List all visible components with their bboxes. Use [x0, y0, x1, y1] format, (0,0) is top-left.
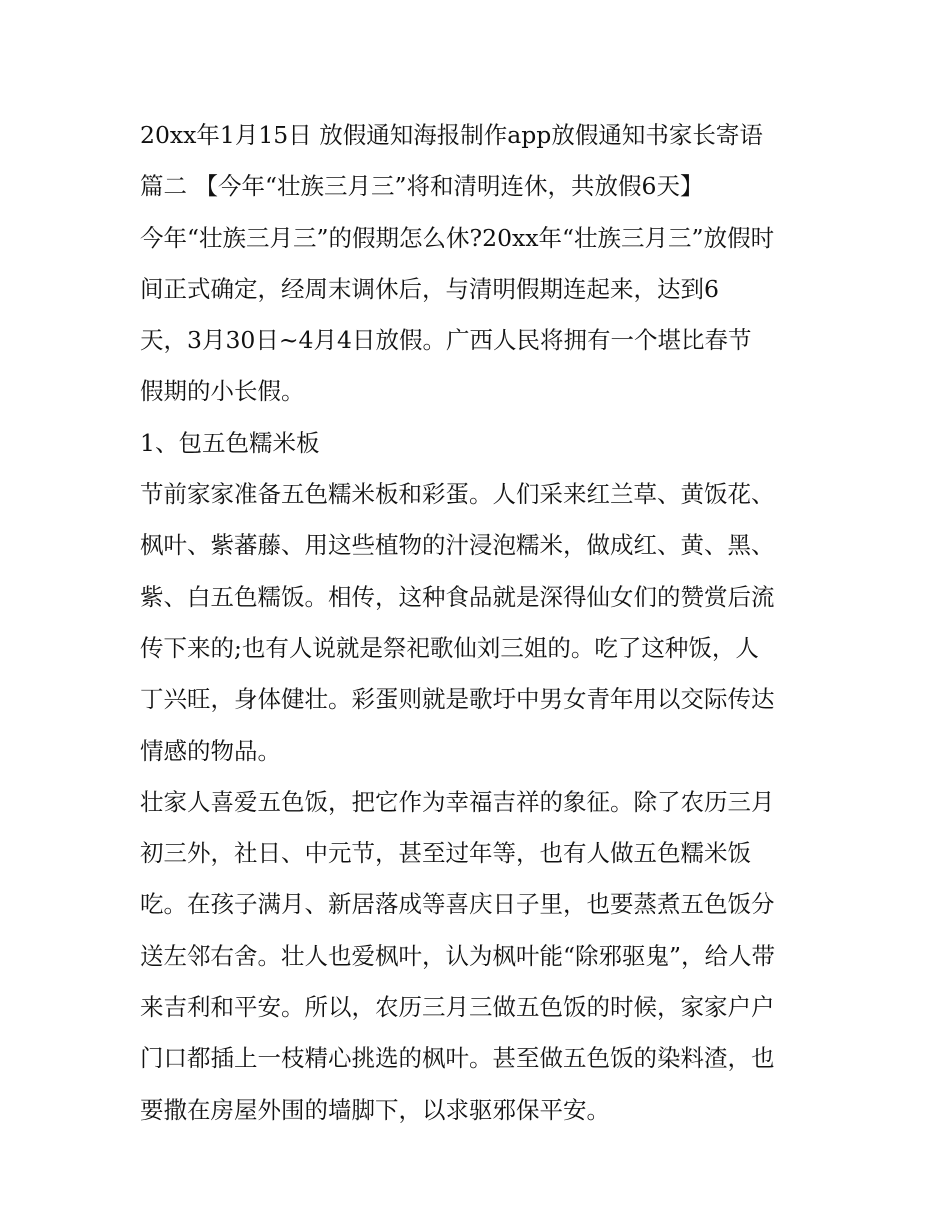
paragraph-line: 来吉利和平安。所以，农历三月三做五色饭的时候，家家户户 [140, 993, 775, 1022]
paragraph-line: 吃。在孩子满月、新居落成等喜庆日子里，也要蒸煮五色饭分 [140, 890, 775, 919]
paragraph-line: 假期的小长假。 [140, 377, 305, 406]
document-body [140, 110, 820, 1136]
paragraph-line: 壮家人喜爱五色饭，把它作为幸福吉祥的象征。除了农历三月 [140, 787, 775, 816]
paragraph-line: 紫、白五色糯饭。相传，这种食品就是深得仙女们的赞赏后流 [140, 582, 775, 611]
paragraph-line: 要撒在房屋外围的墙脚下，以求驱邪保平安。 [140, 1095, 610, 1124]
paragraph-line: 节前家家准备五色糯米板和彩蛋。人们采来红兰草、黄饭花、 [140, 480, 775, 509]
paragraph-line: 传下来的;也有人说就是祭祀歌仙刘三姐的。吃了这种饭，人 [140, 633, 759, 662]
paragraph-line: 初三外，社日、中元节，甚至过年等，也有人做五色糯米饭 [140, 839, 751, 868]
paragraph-line: 送左邻右舍。壮人也爱枫叶，认为枫叶能“除邪驱鬼”，给人带 [140, 941, 776, 970]
title-line: 20xx年1月15日 放假通知海报制作app放假通知书家长寄语 [140, 121, 763, 149]
paragraph-line: 天，3月30日~4月4日放假。广西人民将拥有一个堪比春节 [140, 326, 752, 355]
section-heading: 1、包五色糯米板 [140, 428, 320, 457]
paragraph-line: 枫叶、紫蕃藤、用这些植物的汁浸泡糯米，做成红、黄、黑、 [140, 531, 775, 560]
paragraph-line: 丁兴旺，身体健壮。彩蛋则就是歌圩中男女青年用以交际传达 [140, 685, 775, 714]
paragraph-line: 情感的物品。 [140, 736, 281, 765]
subtitle-line: 篇二 【今年“壮族三月三”将和清明连休，共放假6天】 [140, 172, 704, 201]
paragraph-line: 间正式确定，经周末调休后，与清明假期连起来，达到6 [140, 274, 719, 303]
paragraph-line: 门口都插上一枝精心挑选的枫叶。甚至做五色饭的染料渣，也 [140, 1044, 775, 1073]
paragraph-line: 今年“壮族三月三”的假期怎么休?20xx年“壮族三月三”放假时 [140, 223, 775, 252]
